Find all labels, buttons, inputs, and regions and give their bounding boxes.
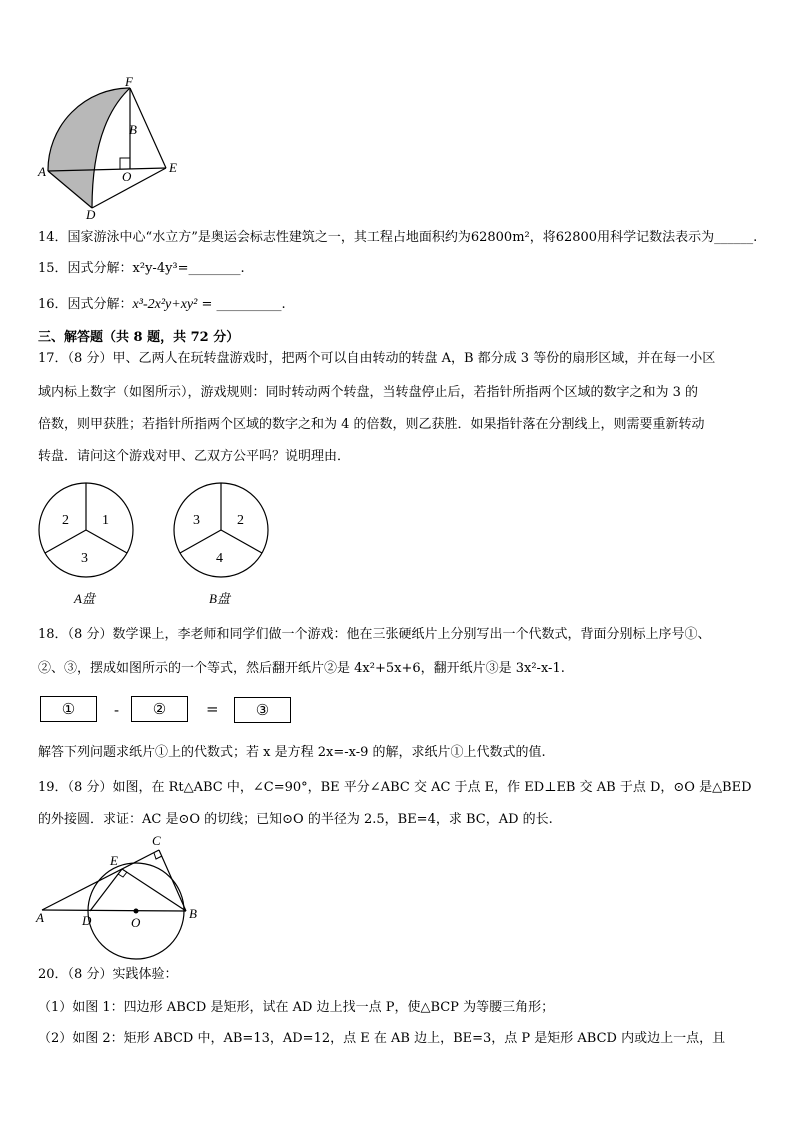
question-16-suffix: = __________. [197,297,286,312]
equals-sign: = [206,700,219,718]
question-20-line-3: （2）如图 2：矩形 ABCD 中，AB=13，AD=12，点 E 在 AB 边上，BE=3，点 P 是矩形 ABCD 内或边上一点，且 [38,1031,726,1046]
spinner-b-number-2: 2 [237,513,244,528]
question-16-prefix: 16．因式分解： [38,297,133,312]
spinner-b-caption: B盘 [209,591,230,606]
spinner-b-number-3: 3 [193,513,200,528]
spinner-a [36,480,136,610]
question-17-line-1: 17．（8 分）甲、乙两人在玩转盘游戏时，把两个可以自由转动的转盘 A，B 都分成 3 等份的扇形区域，并在每一小区 [38,351,716,366]
card-3: ③ [234,697,291,723]
label-d: D [86,207,96,221]
card-2: ② [131,696,188,722]
fig19-label-d: D [82,913,92,928]
card-1: ① [40,696,97,722]
question-18-line-1: 18．（8 分）数学课上，李老师和同学们做一个游戏：他在三张硬纸片上分别写出一个代数式，背面分别标上序号①、 [38,627,711,642]
fig19-label-e: E [110,853,118,868]
minus-sign: - [114,701,120,719]
label-e: E [169,160,177,175]
label-a: A [38,164,46,179]
figure-sector-triangle [36,76,186,221]
question-17-line-4: 转盘．请问这个游戏对甲、乙双方公平吗？说明理由． [38,449,351,464]
question-16 [38,297,286,313]
spinner-a-number-3: 3 [81,551,88,566]
spinner-b-number-4: 4 [216,551,223,566]
label-o: O [122,169,132,184]
label-b: B [129,122,137,137]
spinner-a-caption: A盘 [74,591,95,606]
spinner-a-number-2: 2 [62,513,69,528]
fig19-label-c: C [152,833,161,848]
question-17-line-3: 倍数，则甲获胜；若指针所指两个区域的数字之和为 4 的倍数，则乙获胜．如果指针落在分割线上，则需要重新转动 [38,417,705,432]
shaded-region [48,88,130,208]
fig19-label-o: O [131,915,141,930]
question-18-line-2: ②、③，摆成如图所示的一个等式，然后翻开纸片②是 4x²+5x+6，翻开纸片③是 3x²-x-1. [38,661,565,676]
fig19-label-a: A [36,910,44,925]
question-17-line-2: 域内标上数字（如图所示），游戏规则：同时转动两个转盘，当转盘停止后，若指针所指两个区域的数字之和为 3 的 [38,385,699,400]
question-14: 14．国家游泳中心“水立方”是奥运会标志性建筑之一，其工程占地面积约为62800m²，将62800用科学记数法表示为______. [38,230,758,245]
figure-19 [34,832,214,964]
section-3-heading: 三、解答题（共 8 题，共 72 分） [38,330,240,345]
question-20-line-2: （1）如图 1：四边形 ABCD 是矩形，试在 AD 边上找一点 P，使△BCP 为等腰三角形； [38,1000,555,1015]
label-f: F [125,76,133,89]
spinner-b [171,480,271,610]
fig19-label-b: B [189,906,197,921]
spinner-a-number-1: 1 [102,513,109,528]
question-20-line-1: 20．（8 分）实践体验： [38,967,178,982]
question-19-line-1: 19．（8 分）如图，在 Rt△ABC 中，∠C=90°，BE 平分∠ABC 交 AC 于点 E，作 ED⊥EB 交 AB 于点 D，⊙O 是△BED [38,780,752,795]
question-18-part-b: 解答下列问题求纸片①上的代数式；若 x 是方程 2x=-x-9 的解，求纸片①上代数式的值. [38,745,546,760]
question-16-expression: x³-2x²y+xy² [132,297,198,312]
question-19-line-2: 的外接圆．求证：AC 是⊙O 的切线；已知⊙O 的半径为 2.5，BE=4，求 BC，AD 的长. [38,812,553,827]
question-15: 15．因式分解：x²y-4y³=________. [38,261,245,276]
